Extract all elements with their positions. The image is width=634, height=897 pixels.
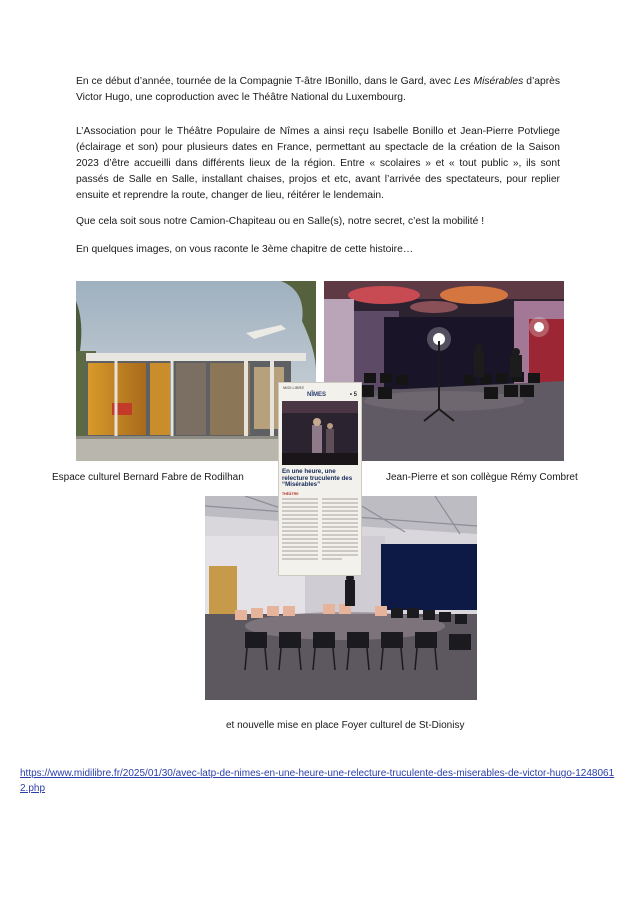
intro-text-end: d’après Victor Hugo, une coproduction avec le Théâtre National du Luxembourg. xyxy=(76,76,560,103)
chapter-paragraph: En quelques images, on vous raconte le 3ème chapitre de cette histoire… xyxy=(76,244,414,255)
clipping-page-number: • 5 xyxy=(349,392,357,398)
intro-text-start: En ce début d’année, tournée de la Compagnie T-âtre IBonillo, dans le Gard, avec xyxy=(76,76,454,87)
article-link[interactable]: https://www.midilibre.fr/2025/01/30/avec-latp-de-nimes-en-une-heure-une-relecture-truculente-des-miserables-de-victor-hugo-12480612.php xyxy=(20,768,615,794)
clipping-photo xyxy=(282,401,358,465)
association-paragraph: L’Association pour le Théâtre Populaire de Nîmes a ainsi reçu Isabelle Bonillo et Jean-Pierre Potvliege (éclairage et son) pour plusieurs dates en France, permettant au spectacle de la création de la Saison 2023 d’être accueilli dans différents lieux de la région. Entre « scolaires » et « tout public », ils sont passés de Salle en Salle, installant chaises, projos et etc, avant l’arrivée des spectateurs, pour replier ensuite et reprendre la route, changer de lieu, réitérer le lendemain. xyxy=(76,126,560,201)
newspaper-clipping xyxy=(278,382,362,576)
clipping-city: NÎMES xyxy=(307,392,327,398)
mobility-paragraph: Que cela soit sous notre Camion-Chapiteau ou en Salle(s), notre secret, c’est la mobilité ! xyxy=(76,216,485,227)
book-title: Les Misérables xyxy=(453,76,524,87)
caption-foyer-st-dionisy: et nouvelle mise en place Foyer culturel de St-Dionisy xyxy=(226,720,465,731)
intro-paragraph xyxy=(76,74,560,106)
caption-espace-culturel: Espace culturel Bernard Fabre de Rodilhan xyxy=(52,472,244,483)
clipping-headline: En une heure, une relecture truculente des “Misérables” xyxy=(282,468,353,489)
clipping-masthead: MIDI LIBRE xyxy=(283,385,305,390)
caption-technicians: Jean-Pierre et son collègue Rémy Combret xyxy=(386,472,578,483)
clipping-rubric: THÉÂTRE xyxy=(282,492,299,496)
clipping-text-columns xyxy=(282,497,358,571)
